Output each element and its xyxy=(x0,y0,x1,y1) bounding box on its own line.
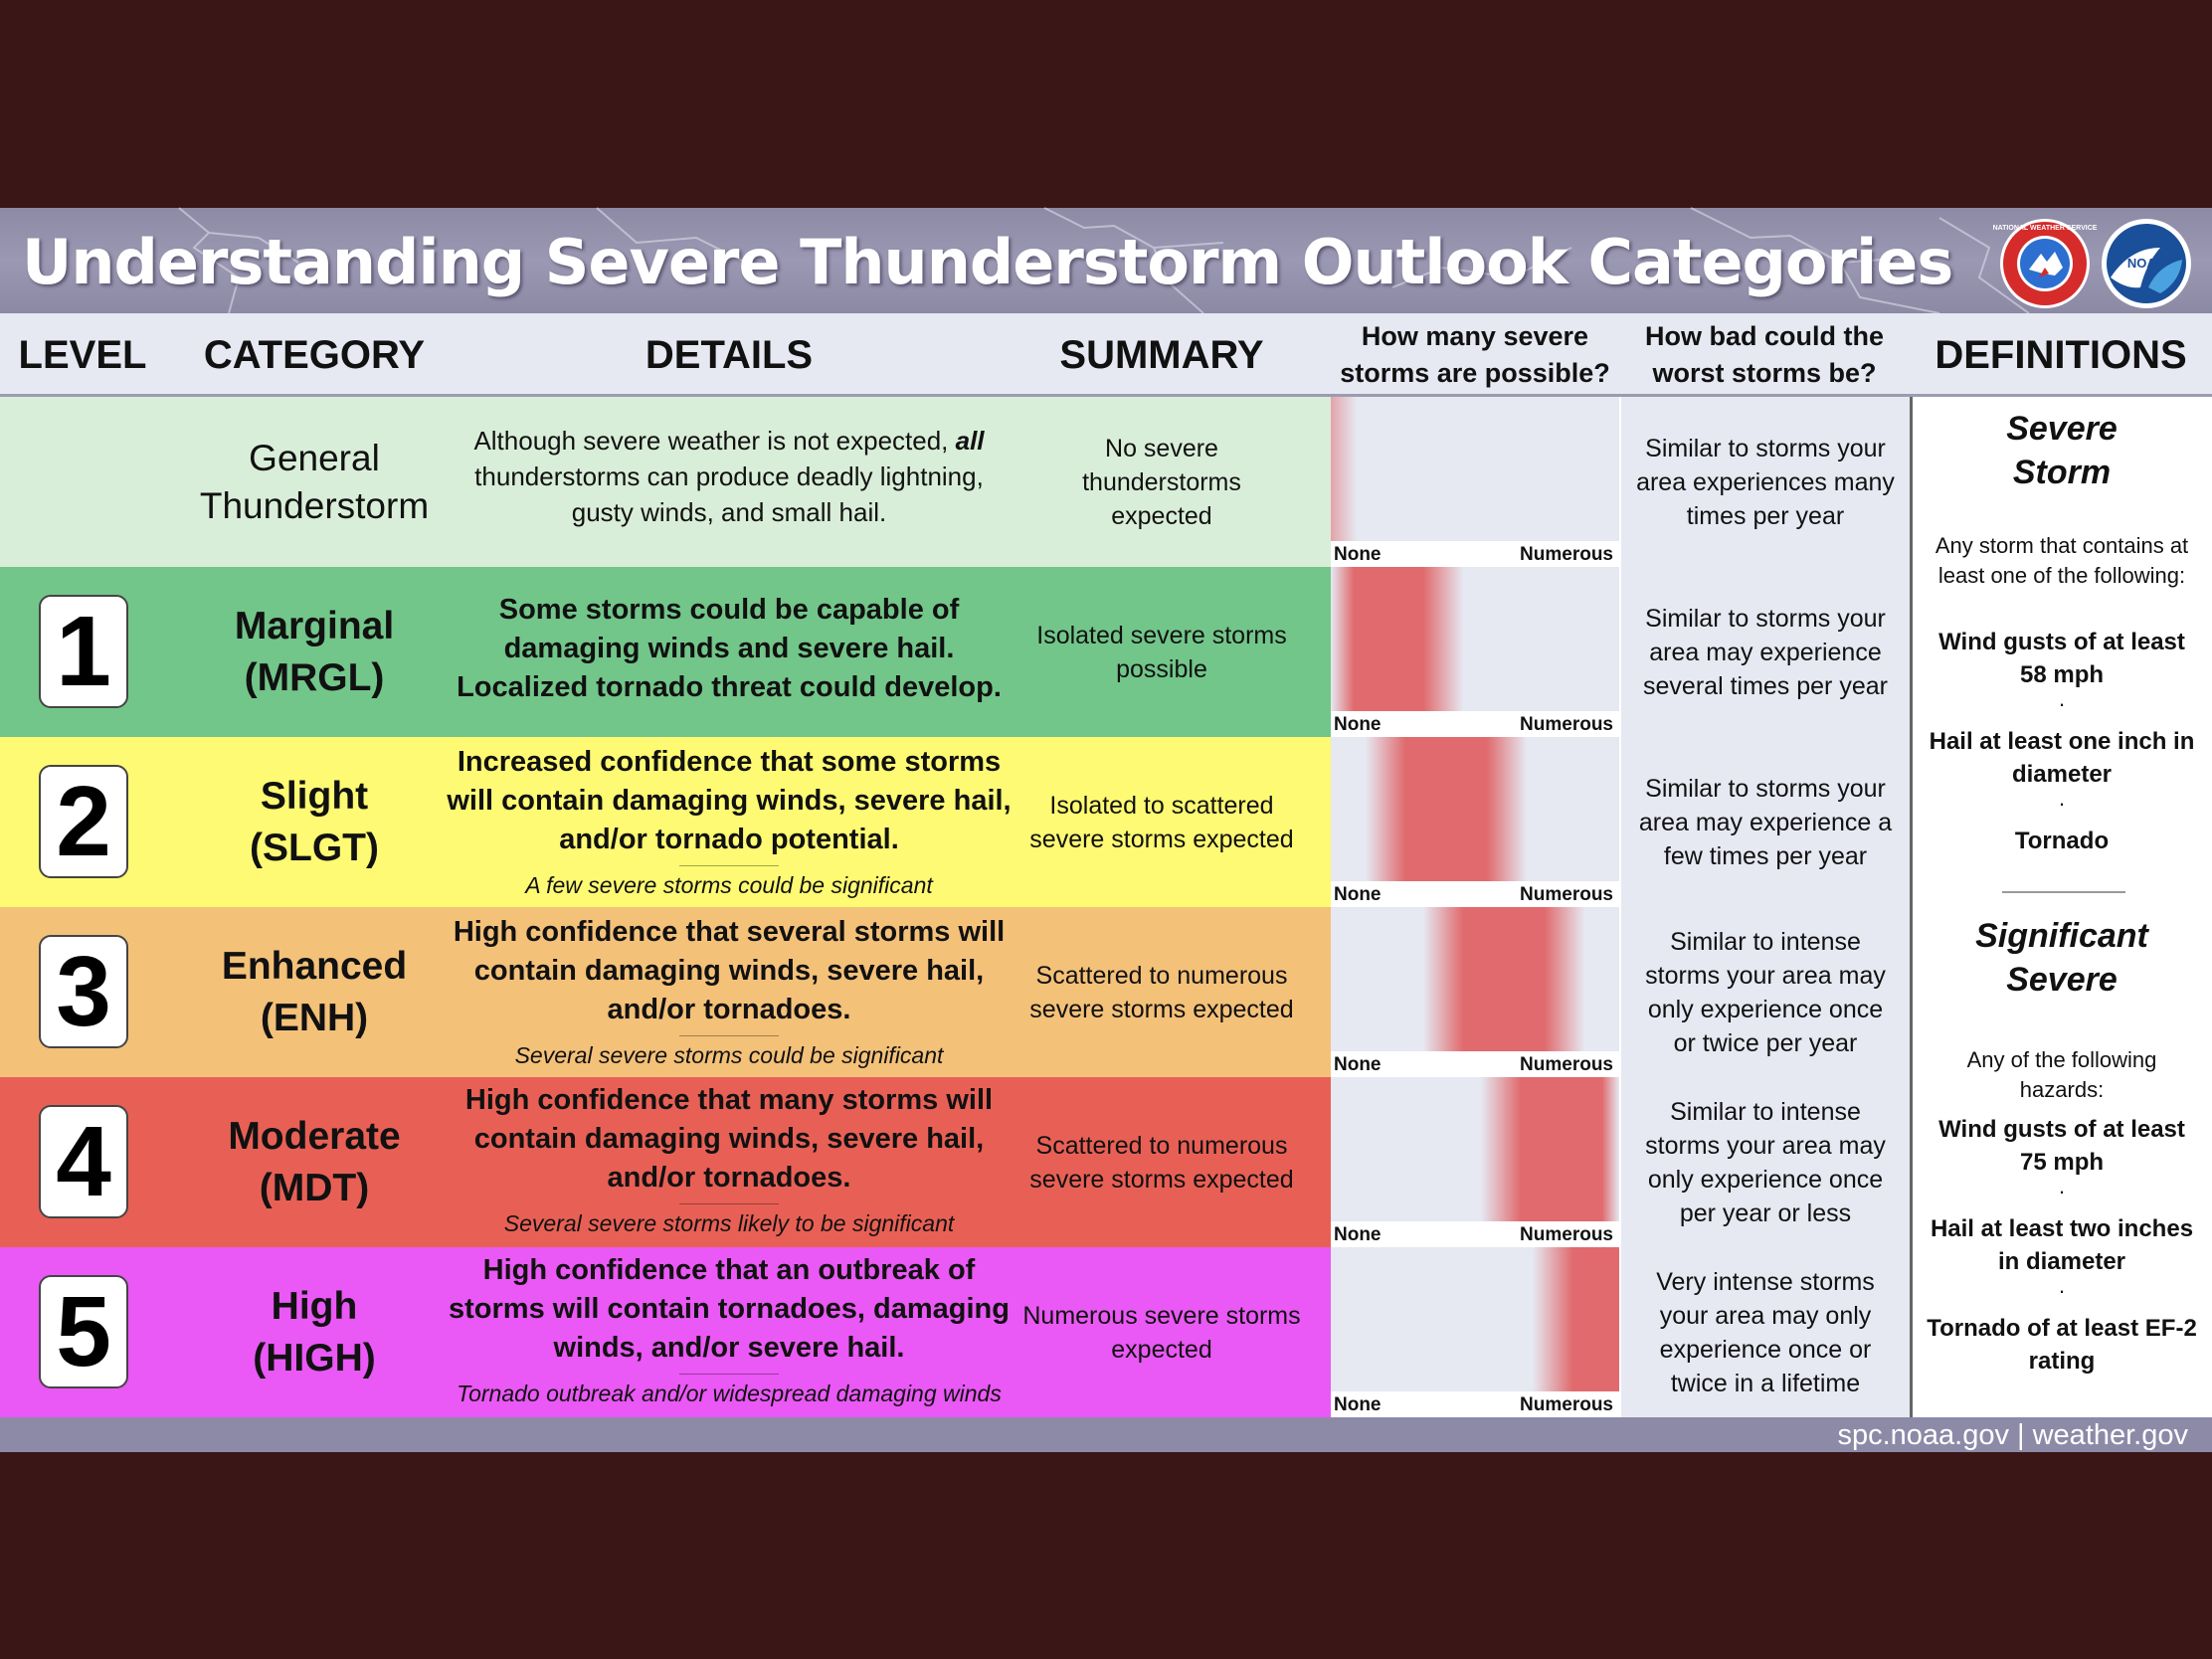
page-title: Understanding Severe Thunderstorm Outlook Categories xyxy=(22,226,1953,298)
details-slight-note: A few severe storms could be significant xyxy=(525,872,933,898)
header-how-bad: How bad could the worst storms be? xyxy=(1645,321,1884,388)
title-banner xyxy=(0,208,2212,313)
definition-separator: · xyxy=(2058,791,2066,816)
details-moderate-note: Several severe storms likely to be significant xyxy=(503,1210,955,1236)
frequency-gradient xyxy=(1331,567,1619,711)
details-marginal xyxy=(446,567,1013,737)
definition-significant-item: Hail at least two inches in diameter xyxy=(1930,1215,2194,1275)
frequency-none-label: None xyxy=(1334,544,1382,565)
definition-severe-title: Severe Storm xyxy=(2006,410,2118,491)
definition-significant-intro: Any of the following hazards: xyxy=(1966,1047,2157,1102)
frequency-scale xyxy=(1331,737,1619,907)
details-general-text: Although severe weather is not expected, all thunderstorms can produce deadly lightning, gusty winds, and small hail. xyxy=(473,426,985,527)
frequency-numerous-label: Numerous xyxy=(1520,714,1613,735)
header-summary: SUMMARY xyxy=(1059,332,1264,377)
header-how-many: How many severe storms are possible? xyxy=(1340,321,1610,388)
category-marginal: Marginal (MRGL) xyxy=(234,604,395,699)
category-enhanced: Enhanced (ENH) xyxy=(221,944,408,1039)
summary-enhanced: Scattered to numerous severe storms expected xyxy=(1029,961,1294,1023)
table-row-moderate xyxy=(0,1077,1331,1247)
worst-storms-slight: Similar to storms your area may experience a few times per year xyxy=(1619,737,1910,907)
frequency-scale xyxy=(1331,1077,1619,1247)
summary-moderate: Scattered to numerous severe storms expected xyxy=(1029,1131,1294,1194)
definitions-panel xyxy=(1910,397,2212,1417)
category-slight: Slight (SLGT) xyxy=(250,774,379,869)
frequency-gradient xyxy=(1331,397,1619,541)
frequency-gradient xyxy=(1331,737,1619,881)
frequency-numerous-label: Numerous xyxy=(1520,1224,1613,1245)
details-slight-text: Increased confidence that some storms will contain damaging winds, severe hail, and/or tornado potential. xyxy=(447,746,1012,855)
details-separator xyxy=(679,1374,779,1375)
table-row-marginal xyxy=(0,567,1331,737)
worst-storms-moderate: Similar to intense storms your area may only experience once per year or less xyxy=(1619,1077,1910,1247)
category-general: General Thunderstorm xyxy=(199,437,430,526)
table-row-high xyxy=(0,1247,1331,1417)
frequency-none-label: None xyxy=(1334,1224,1382,1245)
table-row-enhanced xyxy=(0,907,1331,1077)
details-separator xyxy=(679,1203,779,1204)
frequency-none-label: None xyxy=(1334,1054,1382,1075)
table-row-general xyxy=(0,397,1331,567)
frequency-gradient xyxy=(1331,907,1619,1051)
frequency-scale xyxy=(1331,907,1619,1077)
level-badge-1: 1 xyxy=(39,595,128,708)
frequency-gradient xyxy=(1331,1247,1619,1391)
level-badge-4: 4 xyxy=(39,1105,128,1218)
summary-slight: Isolated to scattered severe storms expected xyxy=(1029,791,1294,853)
frequency-numerous-label: Numerous xyxy=(1520,1394,1613,1415)
details-separator xyxy=(679,1035,779,1036)
definition-severe-item: Wind gusts of at least 58 mph xyxy=(1938,629,2185,688)
summary-general: No severe thunderstorms expected xyxy=(1082,434,1241,530)
details-high xyxy=(446,1247,1013,1417)
definition-separator: · xyxy=(2058,691,2066,716)
details-high-text: High confidence that an outbreak of storms will contain tornadoes, damaging winds, and/or severe hail. xyxy=(449,1254,1010,1364)
frequency-none-label: None xyxy=(1334,1394,1382,1415)
nws-seal-text: NATIONAL WEATHER SERVICE xyxy=(1992,225,2098,232)
summary-high: Numerous severe storms expected xyxy=(1022,1301,1301,1364)
header-definitions: DEFINITIONS xyxy=(1935,332,2187,377)
level-badge-2: 2 xyxy=(39,765,128,878)
header-category: CATEGORY xyxy=(203,332,426,377)
frequency-gradient xyxy=(1331,1077,1619,1221)
header-level: LEVEL xyxy=(18,332,147,377)
footer-bar xyxy=(0,1417,2212,1452)
worst-storms-general: Similar to storms your area experiences many times per year xyxy=(1619,397,1910,567)
frequency-scale xyxy=(1331,1247,1619,1417)
details-enhanced-text: High confidence that several storms will contain damaging winds, severe hail, and/or tornadoes. xyxy=(453,916,1006,1025)
definition-significant-item: Tornado of at least EF-2 rating xyxy=(1927,1315,2197,1375)
details-moderate xyxy=(446,1077,1013,1247)
frequency-none-label: None xyxy=(1334,714,1382,735)
definition-separator: · xyxy=(2058,1278,2066,1303)
details-enhanced xyxy=(438,907,1020,1077)
noaa-emblem-text: NOAA xyxy=(2126,256,2166,271)
worst-storms-high: Very intense storms your area may only experience once or twice in a lifetime xyxy=(1619,1247,1910,1417)
frequency-numerous-label: Numerous xyxy=(1520,544,1613,565)
definition-significant-title: Significant Severe xyxy=(1975,917,2148,999)
header-details: DETAILS xyxy=(645,332,814,377)
worst-storms-enhanced: Similar to intense storms your area may only experience once or twice per year xyxy=(1619,907,1910,1077)
details-high-note: Tornado outbreak and/or widespread damaging winds xyxy=(457,1381,1002,1406)
definition-significant-item: Wind gusts of at least 75 mph xyxy=(1938,1116,2185,1176)
summary-marginal: Isolated severe storms possible xyxy=(1036,621,1287,683)
details-moderate-text: High confidence that many storms will contain damaging winds, severe hail, and/or tornadoes. xyxy=(464,1084,994,1194)
details-general xyxy=(446,397,1013,567)
category-moderate: Moderate (MDT) xyxy=(228,1114,401,1209)
frequency-numerous-label: Numerous xyxy=(1520,884,1613,905)
definition-divider xyxy=(2002,891,2125,893)
frequency-scale xyxy=(1331,567,1619,737)
nws-seal-icon xyxy=(1992,218,2098,309)
noaa-emblem-icon xyxy=(2101,218,2192,309)
level-badge-3: 3 xyxy=(39,935,128,1048)
frequency-numerous-label: Numerous xyxy=(1520,1054,1613,1075)
definition-separator: · xyxy=(2058,1179,2066,1203)
table-row-slight xyxy=(0,737,1331,907)
details-separator xyxy=(679,865,779,866)
table-header xyxy=(0,313,2212,397)
category-high: High (HIGH) xyxy=(253,1284,376,1380)
definition-severe-item: Hail at least one inch in diameter xyxy=(1929,728,2195,788)
details-marginal-text: Some storms could be capable of damaging winds and severe hail. Localized tornado threat could develop. xyxy=(457,594,1002,703)
details-slight xyxy=(446,737,1013,907)
level-badge-5: 5 xyxy=(39,1275,128,1388)
footer-credit: spc.noaa.gov | weather.gov xyxy=(1837,1419,2188,1451)
frequency-none-label: None xyxy=(1334,884,1382,905)
worst-storms-marginal: Similar to storms your area may experience several times per year xyxy=(1619,567,1910,737)
definition-severe-intro: Any storm that contains at least one of the following: xyxy=(1935,533,2189,588)
details-enhanced-note: Several severe storms could be significant xyxy=(514,1042,944,1068)
frequency-scale xyxy=(1331,397,1619,567)
definition-severe-item: Tornado xyxy=(2014,828,2110,854)
